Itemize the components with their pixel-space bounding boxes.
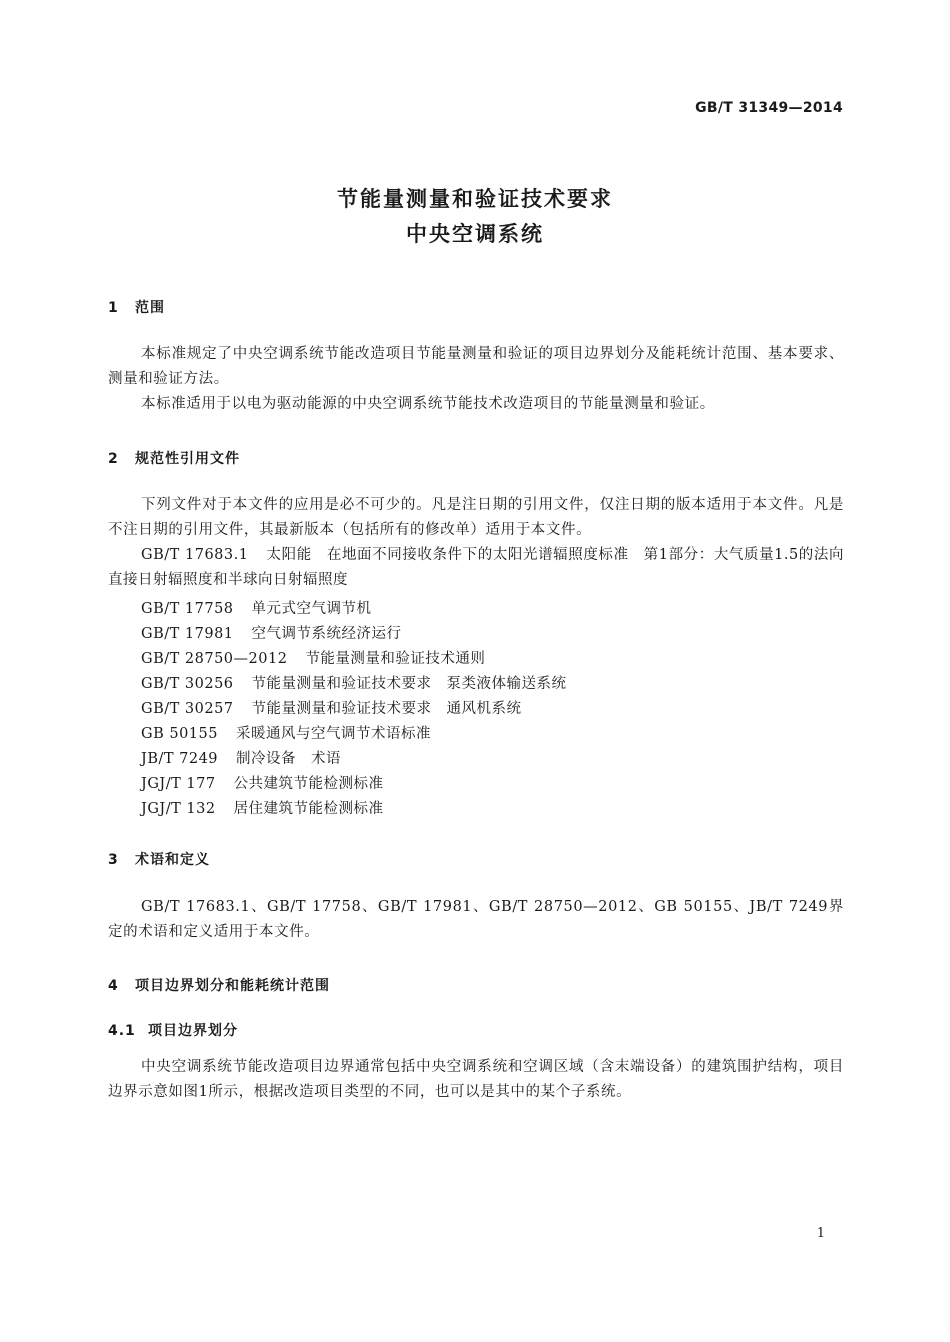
section-2-intro: 下列文件对于本文件的应用是必不可少的。凡是注日期的引用文件，仅注日期的版本适用于本文件。凡是不注日期的引用文件，其最新版本（包括所有的修改单）适用于本文件。 [108, 497, 844, 538]
section-title: 项目边界划分 [148, 1023, 238, 1039]
reference-item [141, 672, 567, 693]
reference-title: 公共建筑节能检测标准 [233, 776, 384, 792]
section-1-paragraph-1: 本标准规定了中央空调系统节能改造项目节能量测量和验证的项目边界划分及能耗统计范围、基本要求、测量和验证方法。 [108, 346, 844, 387]
section-number: 2 [108, 451, 119, 467]
reference-item [108, 543, 844, 593]
reference-code: GB 50155 [141, 726, 218, 742]
reference-item [141, 622, 402, 643]
reference-item [141, 797, 384, 818]
page-number: 1 [816, 1226, 825, 1241]
reference-title: 单元式空气调节机 [251, 601, 372, 617]
reference-item [141, 722, 431, 743]
reference-code: JB/T 7249 [141, 751, 219, 767]
reference-code: GB/T 17981 [141, 626, 234, 642]
section-2-heading [108, 448, 240, 468]
section-title: 规范性引用文件 [135, 451, 240, 467]
reference-title: 居住建筑节能检测标准 [233, 801, 384, 817]
section-number: 3 [108, 852, 119, 868]
section-title: 范围 [135, 300, 165, 316]
document-title-line2: 中央空调系统 [406, 222, 544, 246]
reference-title: 采暖通风与空气调节术语标准 [235, 726, 431, 742]
section-1-heading [108, 297, 165, 317]
reference-code: GB/T 30257 [141, 701, 234, 717]
reference-code: GB/T 28750—2012 [141, 651, 288, 667]
section-3-paragraph-1: GB/T 17683.1、GB/T 17758、GB/T 17981、GB/T 28750—2012、GB 50155、JB/T 7249界定的术语和定义适用于本文件。 [108, 899, 844, 940]
standard-number: GB/T 31349—2014 [695, 100, 843, 116]
section-number: 4.1 [108, 1023, 136, 1039]
reference-title: 节能量测量和验证技术通则 [305, 651, 486, 667]
reference-item [141, 697, 522, 718]
reference-item [141, 647, 485, 668]
section-4-heading [108, 975, 330, 995]
reference-item [141, 772, 384, 793]
reference-title: 节能量测量和验证技术要求 通风机系统 [251, 701, 522, 717]
section-1-paragraph-2: 本标准适用于以电为驱动能源的中央空调系统节能技术改造项目的节能量测量和验证。 [141, 396, 715, 412]
document-title-line1: 节能量测量和验证技术要求 [337, 187, 613, 211]
reference-title: 节能量测量和验证技术要求 泵类液体输送系统 [251, 676, 567, 692]
reference-item [141, 747, 341, 768]
reference-code: GB/T 17683.1 [141, 547, 249, 563]
section-number: 1 [108, 300, 119, 316]
reference-code: JGJ/T 177 [141, 776, 216, 792]
reference-item [141, 597, 372, 618]
reference-code: GB/T 30256 [141, 676, 234, 692]
reference-title: 制冷设备 术语 [236, 751, 342, 767]
reference-title: 太阳能 在地面不同接收条件下的太阳光谱辐照度标准 第1部分：大气质量1.5的法向直接日射辐照度和半球向日射辐照度 [108, 547, 844, 588]
reference-title: 空气调节系统经济运行 [251, 626, 402, 642]
section-4-1-paragraph-1: 中央空调系统节能改造项目边界通常包括中央空调系统和空调区域（含末端设备）的建筑围护结构，项目边界示意如图1所示，根据改造项目类型的不同，也可以是其中的某个子系统。 [108, 1059, 844, 1100]
reference-code: JGJ/T 132 [141, 801, 216, 817]
section-number: 4 [108, 978, 119, 994]
section-4-1-heading [108, 1020, 238, 1040]
reference-code: GB/T 17758 [141, 601, 234, 617]
section-3-heading [108, 849, 210, 869]
section-title: 项目边界划分和能耗统计范围 [135, 978, 330, 994]
section-title: 术语和定义 [135, 852, 210, 868]
